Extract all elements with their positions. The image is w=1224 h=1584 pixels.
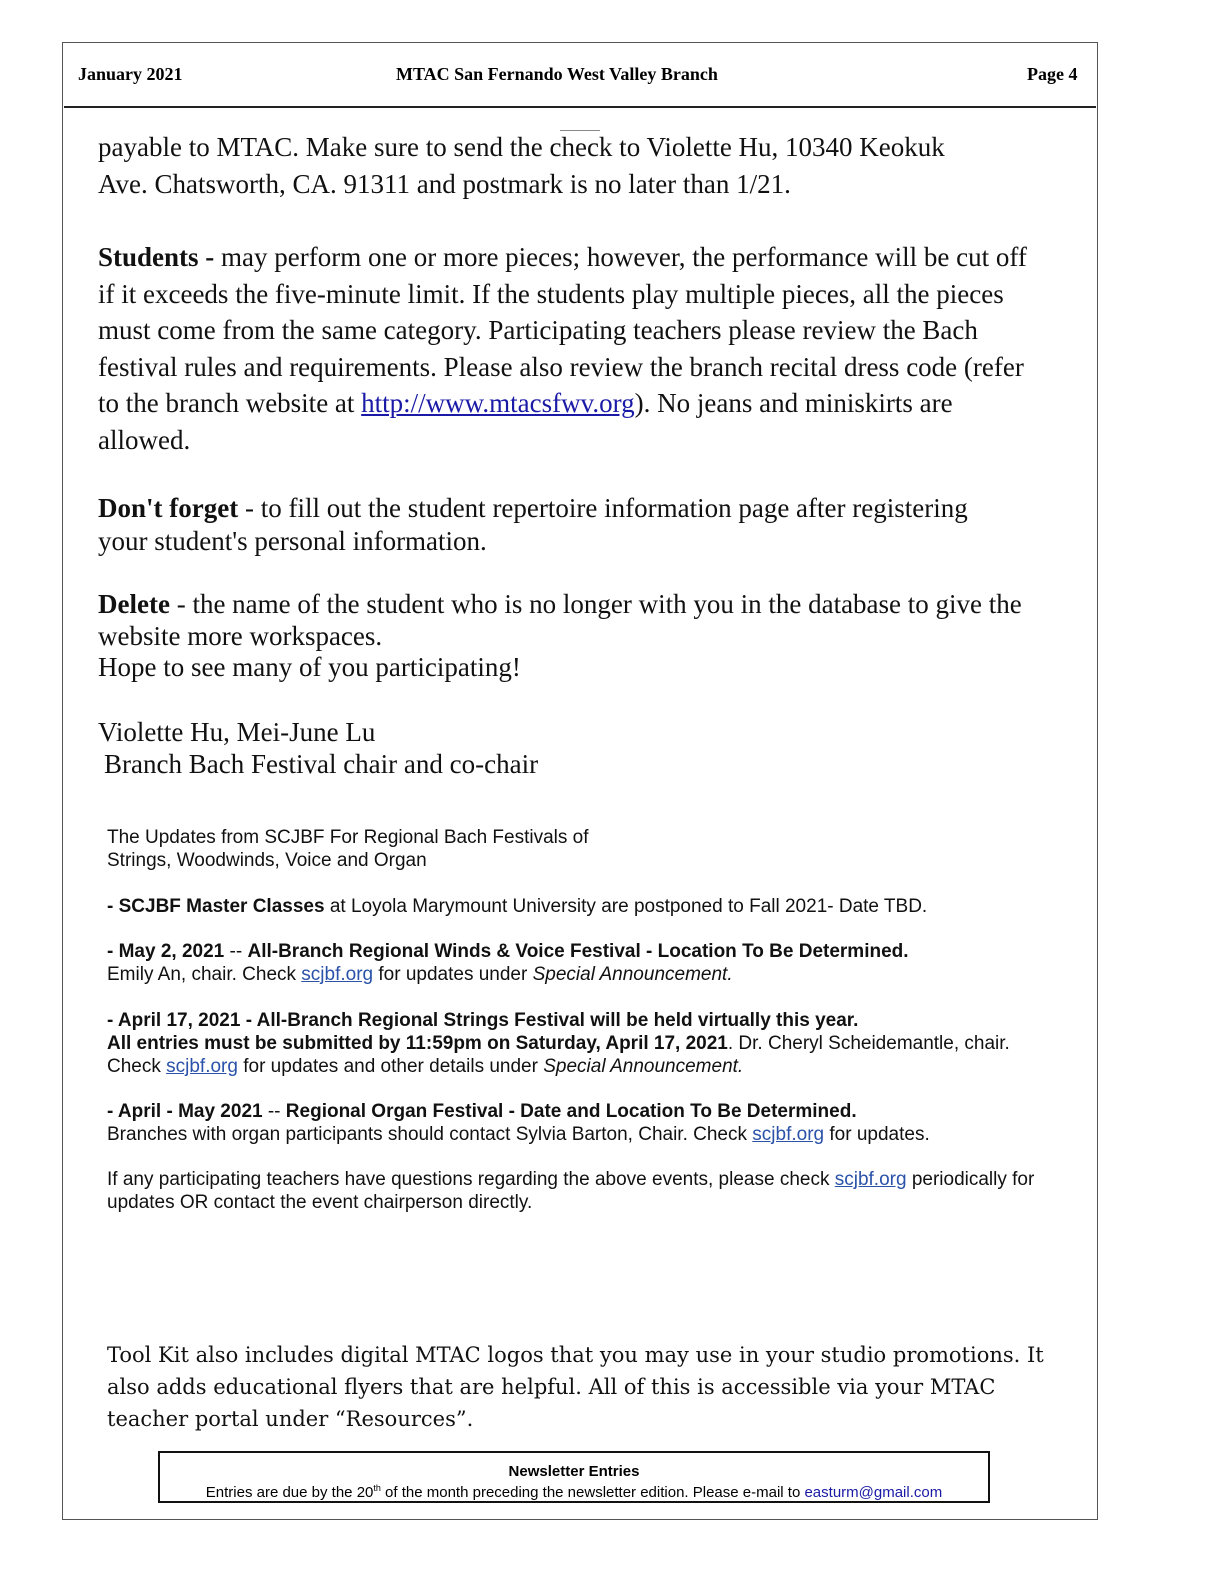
winds-sep: --	[224, 941, 248, 962]
scjbf-master-classes	[107, 895, 1097, 918]
questions-post: periodically for updates OR contact the event chairperson directly.	[107, 1169, 1035, 1213]
branch-website-link[interactable]: http://www.mtacsfwv.org	[361, 388, 635, 419]
newsletter-title: Newsletter Entries	[508, 1463, 640, 1480]
newsletter-text-pre: Entries are due by the 20	[205, 1484, 374, 1501]
questions-pre: If any participating teachers have questions regarding the above events, please check	[107, 1169, 835, 1190]
header-page-number: Page 4	[1027, 64, 1078, 84]
winds-line2-mid: for updates under	[373, 964, 533, 985]
newsletter-text	[160, 1480, 988, 1501]
strings-line2-bold: All entries must be submitted by 11:59pm on Saturday, April 17, 2021	[107, 1033, 728, 1054]
newsletter-email-link[interactable]: easturm@gmail.com	[804, 1484, 943, 1501]
signature-block	[98, 716, 1058, 780]
strings-line3-mid: for updates and other details under	[237, 1056, 544, 1077]
organ-sep: --	[262, 1101, 286, 1122]
students-paragraph	[98, 239, 1028, 459]
students-text-end: ). No jeans and miniskirts are allowed.	[98, 388, 953, 455]
intro-line-2: Ave. Chatsworth, CA. 91311 and postmark is no later than 1/21.	[98, 168, 791, 199]
winds-line2-pre: Emily An, chair. Check	[107, 964, 302, 985]
header-date: January 2021	[78, 64, 183, 84]
winds-line2-italic: Special Announcement.	[532, 964, 733, 985]
strings-scjbf-link[interactable]: scjbf.org	[166, 1056, 238, 1077]
intro-line-1: payable to MTAC. Make sure to send the check to Violette Hu, 10340 Keokuk	[98, 132, 945, 162]
hope-line: Hope to see many of you participating!	[98, 652, 521, 682]
winds-scjbf-link[interactable]: scjbf.org	[301, 964, 374, 985]
scjbf-strings	[107, 1009, 1097, 1078]
students-text: may perform one or more pieces; however, the performance will be cut off if it exceeds the five-minute limit. If the students play multiple pieces, all the pieces must come from the same category. Participating teachers please review the Bach festival rules and requirements. Please also review the branch recital dress code (refer to the branch website at	[98, 242, 1027, 419]
toolkit-paragraph: Tool Kit also includes digital MTAC logos that you may use in your studio promotions. It also adds educational flyers that are helpful. All of this is accessible via your MTAC teacher portal under “Resources”.	[107, 1343, 1044, 1431]
signature-names: Violette Hu, Mei-June Lu	[98, 717, 376, 747]
intro-paragraph	[98, 129, 1058, 202]
newsletter-sup: th	[373, 1483, 381, 1493]
master-bold: SCJBF Master Classes	[118, 896, 325, 917]
header-divider	[64, 106, 1096, 108]
strings-line1: - April 17, 2021 - All-Branch Regional Strings Festival will be held virtually this year.	[107, 1010, 859, 1031]
scjbf-winds-voice	[107, 940, 1097, 986]
delete-text: - the name of the student who is no longer with you in the database to give the website more workspaces.	[98, 589, 1022, 651]
organ-line2-post: for updates.	[824, 1124, 930, 1145]
winds-date: - May 2, 2021	[107, 941, 225, 962]
dont-forget-paragraph	[98, 492, 1008, 557]
header-title: MTAC San Fernando West Valley Branch	[396, 64, 718, 84]
scjbf-organ	[107, 1100, 1097, 1146]
organ-line2-pre: Branches with organ participants should contact Sylvia Barton, Chair. Check	[107, 1124, 753, 1145]
organ-date: - April - May 2021	[107, 1101, 263, 1122]
scjbf-heading-line-2: Strings, Woodwinds, Voice and Organ	[107, 850, 427, 871]
master-text: at Loyola Marymount University are postponed to Fall 2021- Date TBD.	[324, 896, 928, 917]
strings-line3-pre: Check	[107, 1056, 167, 1077]
delete-paragraph	[98, 589, 1023, 684]
scjbf-heading-line-1: The Updates from SCJBF For Regional Bach Festivals of	[107, 827, 589, 848]
strings-line3-italic: Special Announcement.	[543, 1056, 744, 1077]
newsletter-entries-box	[158, 1451, 990, 1503]
strings-line2-rest: . Dr. Cheryl Scheidemantle, chair.	[727, 1033, 1010, 1054]
organ-scjbf-link[interactable]: scjbf.org	[752, 1124, 825, 1145]
scjbf-heading	[107, 826, 1097, 872]
questions-scjbf-link[interactable]: scjbf.org	[834, 1169, 907, 1190]
signature-role: Branch Bach Festival chair and co-chair	[104, 749, 539, 779]
dont-forget-label: Don't forget	[98, 493, 239, 523]
dont-forget-text: - to fill out the student repertoire information page after registering your student's personal information.	[98, 493, 968, 556]
students-label: Students -	[98, 242, 215, 272]
master-prefix: -	[107, 896, 119, 917]
organ-title: Regional Organ Festival - Date and Location To Be Determined.	[285, 1101, 857, 1122]
winds-title: All-Branch Regional Winds & Voice Festival - Location To Be Determined.	[247, 941, 909, 962]
newsletter-text-post: of the month preceding the newsletter edition. Please e-mail to	[380, 1484, 805, 1501]
scjbf-questions	[107, 1168, 1082, 1214]
delete-label: Delete	[98, 589, 170, 619]
